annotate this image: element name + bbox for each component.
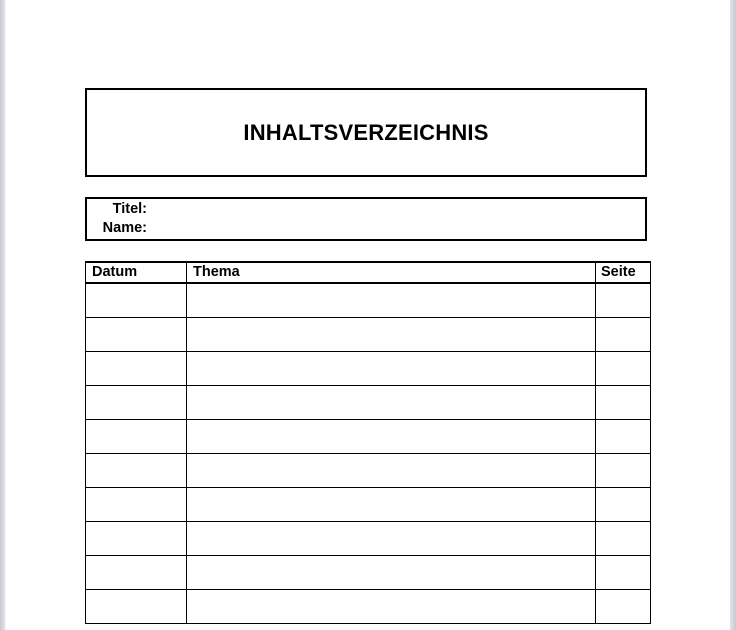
document-page	[6, 0, 730, 630]
seite-cell	[596, 454, 651, 488]
datum-cell	[86, 522, 187, 556]
seite-cell	[596, 420, 651, 454]
seite-cell	[596, 522, 651, 556]
table-row	[86, 590, 651, 624]
datum-cell	[86, 386, 187, 420]
thema-cell	[187, 454, 596, 488]
seite-cell	[596, 386, 651, 420]
thema-cell	[187, 386, 596, 420]
datum-cell	[86, 318, 187, 352]
seite-cell	[596, 318, 651, 352]
heading-box	[85, 88, 647, 177]
table-row	[86, 318, 651, 352]
table-header-row	[86, 262, 651, 283]
column-header-datum: Datum	[86, 262, 187, 283]
seite-cell	[596, 556, 651, 590]
table-row	[86, 556, 651, 590]
datum-cell	[86, 420, 187, 454]
thema-cell	[187, 488, 596, 522]
table-row	[86, 386, 651, 420]
datum-cell	[86, 590, 187, 624]
seite-cell	[596, 488, 651, 522]
thema-cell	[187, 522, 596, 556]
table-row	[86, 488, 651, 522]
thema-cell	[187, 556, 596, 590]
titel-label: Titel:	[112, 201, 147, 217]
info-box	[85, 197, 647, 241]
seite-cell	[596, 590, 651, 624]
seite-cell	[596, 352, 651, 386]
datum-cell	[86, 488, 187, 522]
thema-cell	[187, 283, 596, 318]
thema-cell	[187, 420, 596, 454]
thema-cell	[187, 352, 596, 386]
datum-cell	[86, 454, 187, 488]
seite-cell	[596, 283, 651, 318]
thema-cell	[187, 318, 596, 352]
name-label: Name:	[102, 220, 147, 236]
table-row	[86, 454, 651, 488]
column-header-seite: Seite	[596, 262, 651, 283]
datum-cell	[86, 283, 187, 318]
datum-cell	[86, 556, 187, 590]
table-row	[86, 420, 651, 454]
thema-cell	[187, 590, 596, 624]
table-row	[86, 522, 651, 556]
toc-table	[85, 261, 651, 624]
document-heading: INHALTSVERZEICHNIS	[243, 119, 489, 145]
column-header-thema: Thema	[187, 262, 596, 283]
table-row	[86, 352, 651, 386]
table-row	[86, 283, 651, 318]
datum-cell	[86, 352, 187, 386]
